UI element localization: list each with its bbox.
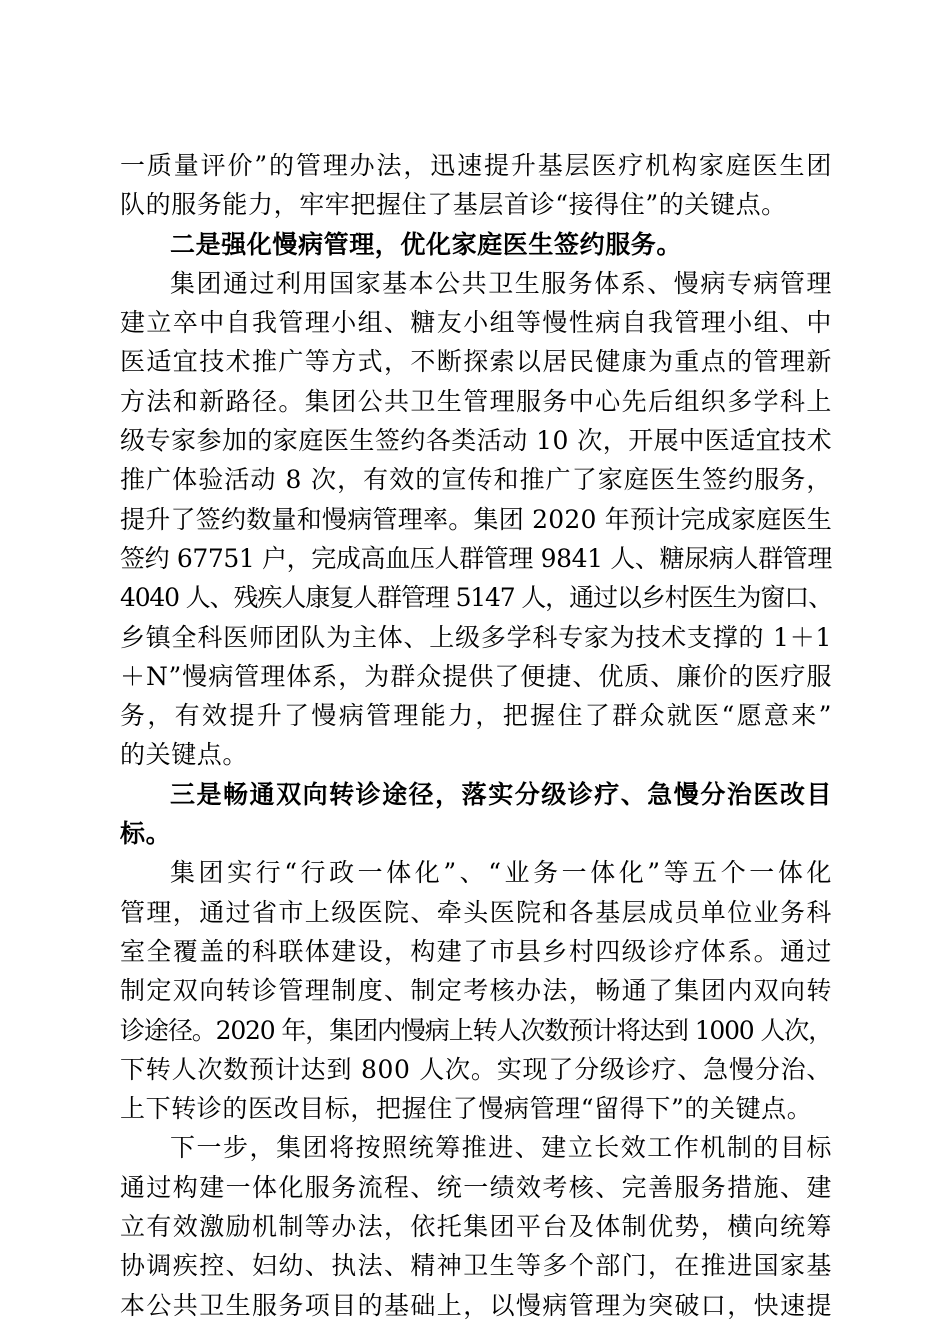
text-line: 集团通过利用国家基本公共卫生服务体系、慢病专病管理 — [170, 268, 832, 298]
text-line: 立有效激励机制等办法，依托集团平台及体制优势，横向统筹 — [120, 1212, 832, 1242]
text-line: 诊途径。2020 年，集团内慢病上转人次数预计将达到 1000 人次， — [120, 1015, 832, 1045]
text-line: 管理，通过省市上级医院、牵头医院和各基层成员单位业务科 — [120, 897, 832, 927]
section-heading: 标。 — [120, 819, 172, 849]
text-line: 上下转诊的医改目标，把握住了慢病管理“留得下”的关键点。 — [120, 1094, 813, 1124]
text-line: 医适宜技术推广等方式，不断探索以居民健康为重点的管理新 — [120, 347, 832, 377]
text-line: 级专家参加的家庭医生签约各类活动 10 次，开展中医适宜技术 — [120, 426, 832, 456]
text-line: 下一步，集团将按照统筹推进、建立长效工作机制的目标 — [170, 1133, 832, 1163]
text-line: 乡镇全科医师团队为主体、上级多学科专家为技术支撑的 1＋1 — [120, 622, 832, 652]
text-line: 推广体验活动 8 次，有效的宣传和推广了家庭医生签约服务， — [120, 465, 832, 495]
text-line: 通过构建一体化服务流程、统一绩效考核、完善服务措施、建 — [120, 1172, 832, 1202]
text-line: 协调疾控、妇幼、执法、精神卫生等多个部门，在推进国家基 — [120, 1251, 832, 1281]
text-line: 室全覆盖的科联体建设，构建了市县乡村四级诊疗体系。通过 — [120, 936, 832, 966]
text-line: 本公共卫生服务项目的基础上，以慢病管理为突破口，快速提 — [120, 1290, 832, 1320]
text-line: 下转人次数预计达到 800 人次。实现了分级诊疗、急慢分治、 — [120, 1054, 832, 1084]
text-line: 建立卒中自我管理小组、糖友小组等慢性病自我管理小组、中 — [120, 308, 832, 338]
text-line: 制定双向转诊管理制度、制定考核办法，畅通了集团内双向转 — [120, 976, 832, 1006]
section-heading: 三是畅通双向转诊途径，落实分级诊疗、急慢分治医改目 — [170, 779, 832, 809]
text-line: 务，有效提升了慢病管理能力，把握住了群众就医“愿意来” — [120, 701, 832, 731]
text-line: 的关键点。 — [120, 740, 249, 770]
document-body — [120, 146, 832, 1325]
text-line: 4040 人、残疾人康复人群管理 5147 人，通过以乡村医生为窗口、 — [120, 583, 832, 613]
text-line: 一质量评价”的管理办法，迅速提升基层医疗机构家庭医生团 — [120, 151, 832, 180]
text-line: ＋N”慢病管理体系，为群众提供了便捷、优质、廉价的医疗服 — [120, 661, 832, 691]
section-heading: 二是强化慢病管理，优化家庭医生签约服务。 — [170, 229, 683, 259]
text-line: 签约 67751 户，完成高血压人群管理 9841 人、糖尿病人群管理 — [120, 543, 832, 573]
text-line: 队的服务能力，牢牢把握住了基层首诊“接得住”的关键点。 — [120, 190, 787, 220]
text-line: 集团实行“行政一体化”、“业务一体化”等五个一体化 — [170, 858, 832, 888]
text-line: 提升了签约数量和慢病管理率。集团 2020 年预计完成家庭医生 — [120, 504, 832, 534]
text-line: 方法和新路径。集团公共卫生管理服务中心先后组织多学科上 — [120, 386, 832, 416]
